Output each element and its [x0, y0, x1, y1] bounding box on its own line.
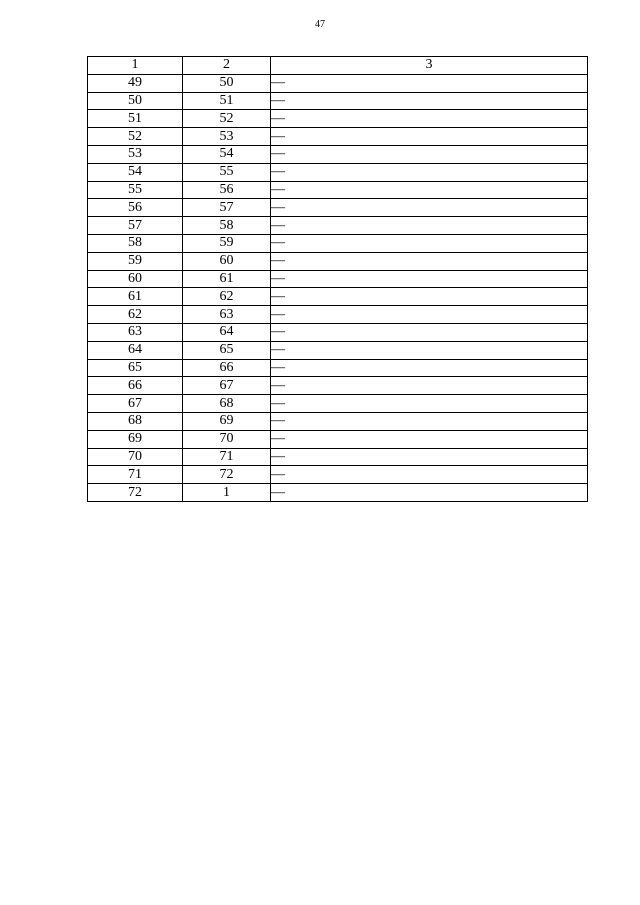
table-row	[88, 484, 588, 502]
table-cell-col-2: 65	[183, 341, 271, 359]
table-cell-col-1: 72	[88, 484, 183, 502]
table-row	[88, 341, 588, 359]
table-cell-col-1: 65	[88, 359, 183, 377]
table-cell-col-3: —	[271, 359, 588, 377]
table-cell-col-3: —	[271, 377, 588, 395]
table-cell-col-1: 64	[88, 341, 183, 359]
table-cell-col-2: 57	[183, 199, 271, 217]
table-cell-col-3: —	[271, 412, 588, 430]
table-cell-col-3: —	[271, 288, 588, 306]
table-cell-col-2: 68	[183, 395, 271, 413]
table-cell-col-3: —	[271, 306, 588, 324]
table-cell-col-1: 49	[88, 74, 183, 92]
table-cell-col-2: 63	[183, 306, 271, 324]
table-row	[88, 448, 588, 466]
table-row	[88, 199, 588, 217]
table-cell-col-1: 71	[88, 466, 183, 484]
table-cell-col-1: 67	[88, 395, 183, 413]
table-cell-col-3: —	[271, 484, 588, 502]
table-row	[88, 128, 588, 146]
table-cell-col-3: —	[271, 341, 588, 359]
table-cell-col-2: 1	[183, 484, 271, 502]
table-cell-col-1: 60	[88, 270, 183, 288]
table-cell-col-3: —	[271, 181, 588, 199]
table-cell-col-1: 52	[88, 128, 183, 146]
table-cell-col-3: —	[271, 217, 588, 235]
table-cell-col-2: 51	[183, 92, 271, 110]
table-row	[88, 306, 588, 324]
table-row	[88, 395, 588, 413]
table-cell-col-3: —	[271, 74, 588, 92]
table-cell-col-3: —	[271, 448, 588, 466]
table-cell-col-1: 57	[88, 217, 183, 235]
table-cell-col-3: —	[271, 323, 588, 341]
table-cell-col-3: —	[271, 252, 588, 270]
column-header-2: 2	[183, 57, 271, 75]
table-row	[88, 323, 588, 341]
table-row	[88, 110, 588, 128]
table-row	[88, 359, 588, 377]
table-cell-col-3: —	[271, 270, 588, 288]
table-cell-col-1: 61	[88, 288, 183, 306]
table-cell-col-1: 56	[88, 199, 183, 217]
table-row	[88, 466, 588, 484]
table-cell-col-1: 58	[88, 234, 183, 252]
table-cell-col-2: 52	[183, 110, 271, 128]
table-cell-col-1: 51	[88, 110, 183, 128]
table-row	[88, 270, 588, 288]
table-cell-col-3: —	[271, 466, 588, 484]
table-cell-col-2: 72	[183, 466, 271, 484]
column-header-3: 3	[271, 57, 588, 75]
table-cell-col-2: 67	[183, 377, 271, 395]
table-cell-col-2: 69	[183, 412, 271, 430]
table-cell-col-1: 62	[88, 306, 183, 324]
table-cell-col-2: 60	[183, 252, 271, 270]
table-cell-col-2: 70	[183, 430, 271, 448]
table-cell-col-2: 55	[183, 163, 271, 181]
table-cell-col-2: 61	[183, 270, 271, 288]
table-row	[88, 163, 588, 181]
table-cell-col-1: 54	[88, 163, 183, 181]
table-cell-col-1: 68	[88, 412, 183, 430]
table-cell-col-3: —	[271, 163, 588, 181]
table-cell-col-2: 50	[183, 74, 271, 92]
table-cell-col-2: 71	[183, 448, 271, 466]
table-cell-col-2: 62	[183, 288, 271, 306]
page-number: 47	[315, 19, 325, 30]
table-cell-col-1: 50	[88, 92, 183, 110]
table-row	[88, 74, 588, 92]
table-cell-col-1: 69	[88, 430, 183, 448]
table-cell-col-1: 63	[88, 323, 183, 341]
table-cell-col-3: —	[271, 234, 588, 252]
table-cell-col-2: 64	[183, 323, 271, 341]
table-cell-col-2: 54	[183, 145, 271, 163]
table-cell-col-3: —	[271, 430, 588, 448]
table-row	[88, 288, 588, 306]
table-cell-col-2: 59	[183, 234, 271, 252]
table-row	[88, 181, 588, 199]
table-cell-col-2: 53	[183, 128, 271, 146]
table-cell-col-3: —	[271, 145, 588, 163]
table-cell-col-3: —	[271, 199, 588, 217]
table-cell-col-2: 56	[183, 181, 271, 199]
table-header-row	[88, 57, 588, 75]
table-row	[88, 430, 588, 448]
table-body	[88, 74, 588, 501]
data-table	[87, 56, 588, 502]
table-row	[88, 252, 588, 270]
column-header-1: 1	[88, 57, 183, 75]
table-cell-col-1: 53	[88, 145, 183, 163]
table-cell-col-3: —	[271, 128, 588, 146]
table-cell-col-1: 59	[88, 252, 183, 270]
table-cell-col-1: 55	[88, 181, 183, 199]
table-row	[88, 217, 588, 235]
table-row	[88, 377, 588, 395]
table-cell-col-1: 70	[88, 448, 183, 466]
table-cell-col-1: 66	[88, 377, 183, 395]
table-cell-col-3: —	[271, 92, 588, 110]
table-row	[88, 145, 588, 163]
table-cell-col-2: 66	[183, 359, 271, 377]
table-cell-col-3: —	[271, 110, 588, 128]
table-row	[88, 412, 588, 430]
table-row	[88, 92, 588, 110]
table-row	[88, 234, 588, 252]
table-cell-col-3: —	[271, 395, 588, 413]
table-cell-col-2: 58	[183, 217, 271, 235]
